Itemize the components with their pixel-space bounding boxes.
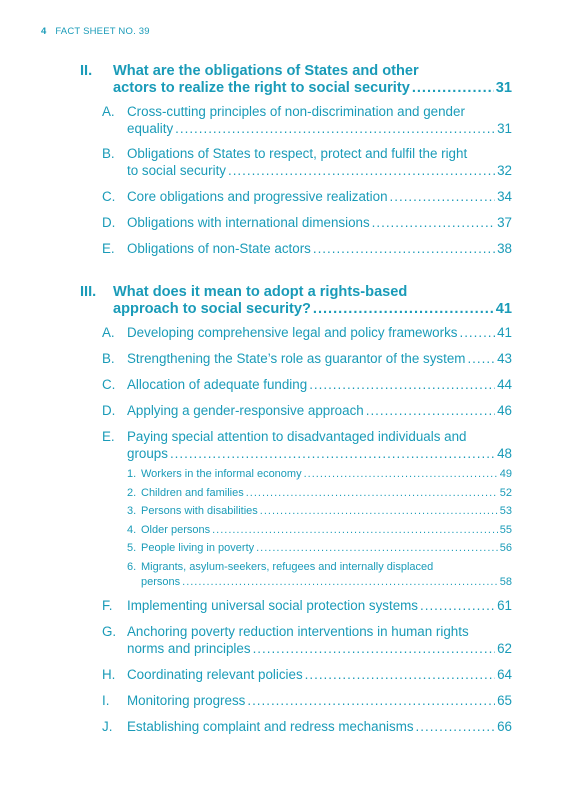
entry-title: Developing comprehensive legal and policy frameworks (127, 325, 458, 340)
entry-letter: A. (102, 104, 115, 119)
page-ref: 64 (497, 666, 512, 682)
toc-subentry-6[interactable] (127, 560, 512, 591)
toc-entry-3c[interactable] (102, 376, 512, 393)
subentry-title-line1: Migrants, asylum-seekers, refugees and internally displaced (141, 560, 434, 573)
entry-title-line2: to social security (127, 163, 226, 178)
entry-letter: A. (102, 325, 115, 340)
toc-entry-3h[interactable] (102, 666, 512, 683)
toc-section-2 (80, 63, 512, 257)
section-number: II. (80, 63, 93, 79)
entry-letter: I. (102, 692, 110, 708)
toc-subentry-5[interactable] (127, 541, 512, 557)
entry-letter: B. (102, 146, 115, 161)
page-ref: 31 (495, 80, 512, 96)
dot-leader (412, 80, 494, 97)
toc-section-3 (80, 284, 512, 735)
entry-title-line2: groups (127, 446, 168, 461)
entry-title: Implementing universal social protection systems (127, 597, 418, 613)
entry-title-line2: norms and principles (127, 640, 251, 656)
page-ref: 38 (497, 241, 512, 256)
dot-leader (212, 523, 498, 539)
dot-leader (366, 402, 495, 419)
entry-title-line1: Anchoring poverty reduction interventions in human rights (127, 623, 469, 639)
entry-title: Core obligations and progressive realization (127, 189, 388, 204)
dot-leader (260, 504, 498, 520)
subentry-title: Children and families (141, 486, 244, 499)
toc-entry-3b[interactable] (102, 350, 512, 367)
dot-leader (459, 324, 495, 341)
subentry-number: 3. (127, 505, 137, 517)
page-ref: 65 (497, 692, 512, 708)
toc-subentry-4[interactable] (127, 523, 512, 539)
entry-title: Monitoring progress (127, 692, 246, 708)
subentry-title: Workers in the informal economy (141, 468, 302, 480)
page-ref: 43 (497, 351, 512, 366)
section-title-line2: approach to social security? (113, 301, 311, 317)
entry-title: Obligations of non-State actors (127, 241, 311, 256)
dot-leader (247, 692, 495, 709)
dot-leader (313, 301, 494, 318)
toc-entry-2e[interactable] (102, 240, 512, 257)
page-ref: 52 (499, 486, 512, 499)
entry-title: Strengthening the State’s role as guarantor of the system (127, 351, 466, 366)
subentry-title: Persons with disabilities (141, 505, 258, 517)
entry-letter: B. (102, 351, 115, 366)
subentry-number: 1. (127, 468, 137, 480)
toc-entry-2b[interactable] (102, 145, 512, 179)
dot-leader (305, 666, 495, 683)
page-ref: 41 (495, 301, 512, 317)
entry-title-line1: Cross-cutting principles of non-discrimination and gender (127, 104, 465, 119)
entry-title: Obligations with international dimensions (127, 215, 370, 230)
dot-leader (256, 541, 498, 557)
entry-title: Applying a gender-responsive approach (127, 403, 364, 418)
entry-title-line1: Obligations of States to respect, protect and fulfil the right (127, 146, 468, 161)
toc-entry-2d[interactable] (102, 214, 512, 231)
subentry-number: 4. (127, 523, 137, 536)
section-title-line1: What are the obligations of States and other (113, 63, 419, 79)
entry-title: Coordinating relevant policies (127, 666, 303, 682)
toc-entry-3j[interactable] (102, 718, 512, 735)
section-title-line2: actors to realize the right to social security (113, 80, 410, 96)
entry-letter: G. (102, 623, 117, 639)
section-title-line1: What does it mean to adopt a rights-based (113, 284, 408, 300)
dot-leader (175, 120, 495, 137)
dot-leader (246, 486, 498, 502)
page-ref: 56 (499, 542, 512, 554)
page-ref: 49 (499, 468, 512, 480)
dot-leader (309, 376, 495, 393)
entry-letter: C. (102, 189, 116, 204)
dot-leader (390, 188, 496, 205)
dot-leader (313, 240, 495, 257)
page-header (41, 26, 150, 37)
page-ref: 58 (499, 576, 512, 588)
dot-leader (420, 597, 495, 614)
toc-entry-3e[interactable] (102, 428, 512, 462)
toc-entry-3d[interactable] (102, 402, 512, 419)
dot-leader (182, 575, 498, 591)
section-heading[interactable] (80, 284, 512, 318)
subentry-title-line2: persons (141, 576, 181, 588)
entry-title: Allocation of adequate funding (127, 377, 308, 392)
page-ref: 34 (497, 189, 512, 204)
page-ref: 66 (497, 718, 512, 734)
entry-letter: F. (102, 597, 113, 613)
page-ref: 61 (497, 597, 512, 613)
entry-letter: E. (102, 429, 115, 444)
dot-leader (467, 350, 495, 367)
entry-letter: C. (102, 377, 116, 392)
page-ref: 46 (497, 403, 512, 418)
toc-subentry-2[interactable] (127, 486, 512, 502)
section-number: III. (80, 284, 97, 300)
toc-subentry-1[interactable] (127, 467, 512, 483)
toc-entry-2a[interactable] (102, 103, 512, 137)
toc-entry-3g[interactable] (102, 623, 512, 657)
page-ref: 37 (497, 215, 512, 230)
toc-entry-3i[interactable] (102, 692, 512, 709)
page-ref: 48 (497, 446, 512, 461)
entry-letter: H. (102, 666, 116, 682)
dot-leader (228, 162, 495, 179)
page-ref: 31 (497, 121, 512, 136)
dot-leader (416, 718, 496, 735)
page-ref: 44 (497, 377, 512, 392)
dot-leader (372, 214, 495, 231)
dot-leader (304, 467, 498, 483)
toc-subentry-3[interactable] (127, 504, 512, 520)
page-ref: 41 (497, 325, 512, 340)
entry-title-line2: equality (127, 121, 174, 136)
toc-entry-3f[interactable] (102, 597, 512, 614)
dot-leader (170, 445, 495, 462)
running-title: FACT SHEET NO. 39 (55, 26, 150, 37)
subentry-number: 5. (127, 542, 137, 554)
entry-letter: D. (102, 215, 116, 230)
subentry-title: People living in poverty (141, 542, 255, 554)
toc-entry-3a[interactable] (102, 324, 512, 341)
entry-letter: J. (102, 718, 113, 734)
section-heading[interactable] (80, 63, 512, 97)
page-ref: 62 (497, 640, 512, 656)
page-number: 4 (41, 26, 47, 37)
entry-title: Establishing complaint and redress mechanisms (127, 718, 414, 734)
entry-title-line1: Paying special attention to disadvantaged individuals and (127, 429, 467, 444)
page-ref: 55 (499, 523, 512, 536)
dot-leader (253, 640, 496, 657)
entry-letter: D. (102, 403, 116, 418)
page-ref: 53 (499, 505, 512, 517)
subentry-number: 6. (127, 560, 137, 573)
subentry-number: 2. (127, 486, 137, 499)
entry-letter: E. (102, 241, 115, 256)
subentry-title: Older persons (141, 523, 211, 536)
toc-entry-2c[interactable] (102, 188, 512, 205)
page-ref: 32 (497, 163, 512, 178)
